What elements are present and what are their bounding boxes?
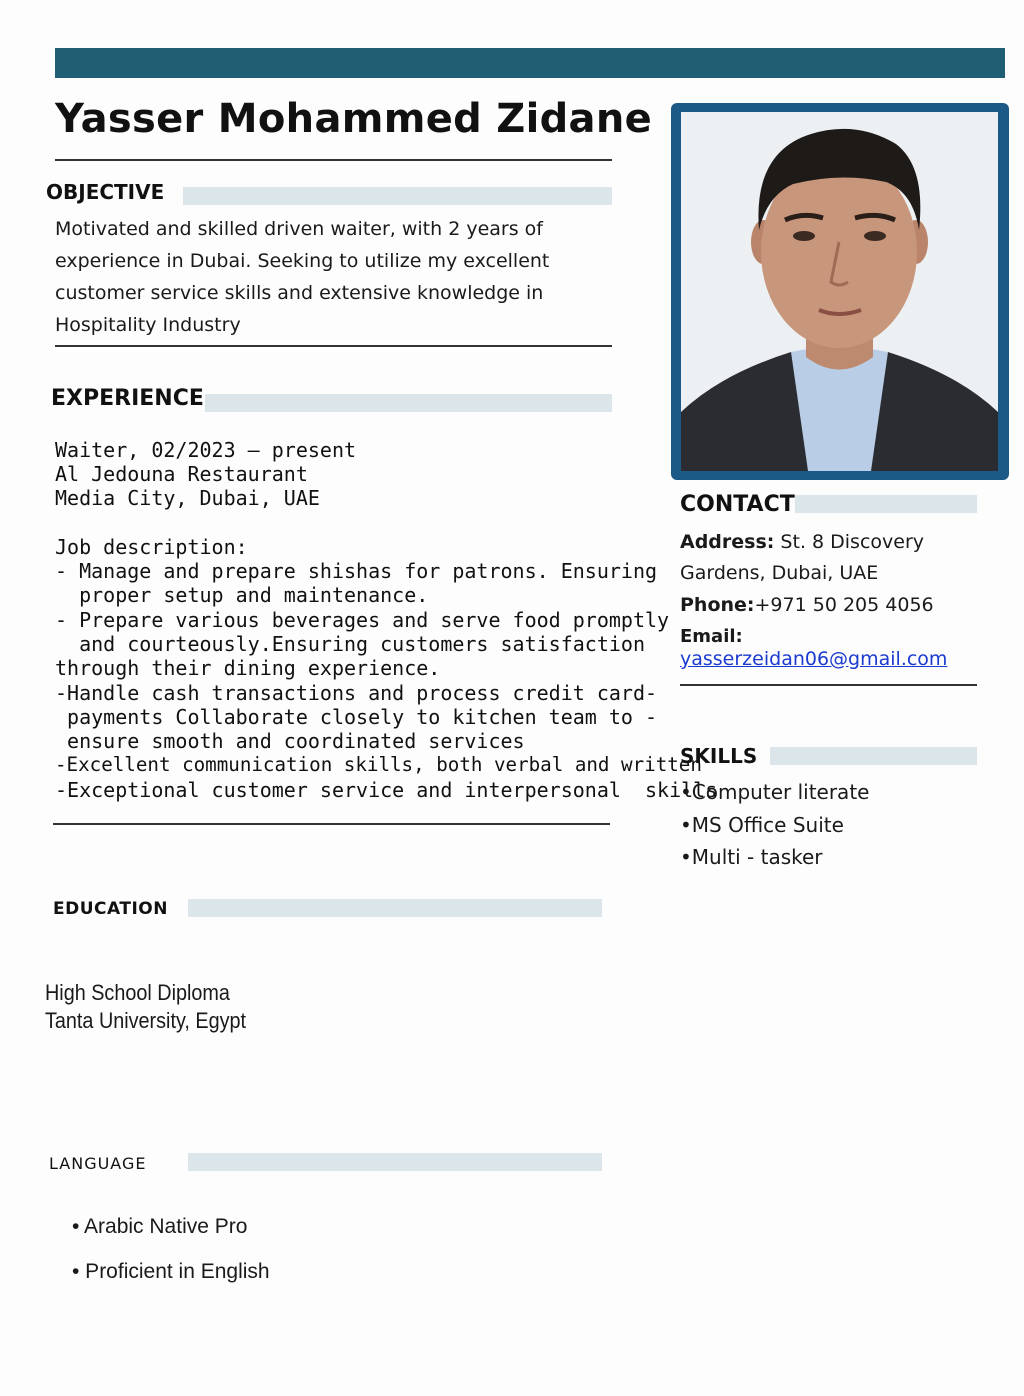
job-line: ensure smooth and coordinated services bbox=[55, 729, 525, 753]
address-line1: St. 8 Discovery bbox=[774, 531, 925, 553]
language-heading: LANGUAGE bbox=[49, 1154, 147, 1173]
objective-heading: OBJECTIVE bbox=[46, 180, 165, 204]
contact-heading: CONTACT bbox=[680, 492, 795, 517]
job-line: -Handle cash transactions and process credit card- bbox=[55, 681, 658, 705]
section-bar bbox=[188, 1153, 602, 1171]
language-item: • Arabic Native Pro bbox=[72, 1215, 248, 1238]
skill-item: •MS Office Suite bbox=[680, 813, 844, 837]
job-line: and courteously.Ensuring customers satisfaction bbox=[55, 632, 646, 656]
job-line: -Exceptional customer service and interpersonal skills bbox=[55, 778, 718, 802]
experience-role: Waiter, 02/2023 – present bbox=[55, 438, 357, 462]
header-accent-bar bbox=[55, 48, 1005, 78]
objective-text: Motivated and skilled driven waiter, with 2 years of experience in Dubai. Seeking to utilize my excellent customer service skills and extensive knowledge in Hospitality Industry bbox=[55, 218, 550, 336]
section-bar bbox=[188, 899, 602, 917]
profile-photo-frame bbox=[671, 103, 1009, 480]
contact-phone bbox=[680, 594, 934, 616]
job-line: payments Collaborate closely to kitchen team to - bbox=[55, 705, 658, 729]
section-bar bbox=[205, 394, 612, 412]
education-heading: EDUCATION bbox=[53, 899, 168, 919]
divider bbox=[55, 159, 612, 161]
job-line: proper setup and maintenance. bbox=[55, 583, 429, 607]
phone-value: +971 50 205 4056 bbox=[754, 594, 934, 616]
experience-heading: EXPERIENCE bbox=[51, 386, 204, 411]
profile-photo bbox=[681, 112, 998, 471]
experience-company: Al Jedouna Restaurant bbox=[55, 462, 308, 486]
section-bar bbox=[770, 747, 977, 765]
address-label: Address: bbox=[680, 531, 775, 553]
education-degree: High School Diploma bbox=[45, 980, 230, 1005]
divider bbox=[53, 823, 610, 825]
experience-location: Media City, Dubai, UAE bbox=[55, 486, 320, 510]
address-line2: Gardens, Dubai, UAE bbox=[680, 562, 879, 584]
divider bbox=[55, 345, 612, 347]
skill-item: •Multi - tasker bbox=[680, 845, 823, 869]
education-school: Tanta University, Egypt bbox=[45, 1008, 247, 1033]
skills-heading: SKILLS bbox=[680, 744, 758, 768]
section-bar bbox=[183, 187, 612, 205]
job-line: -Excellent communication skills, both verbal and written bbox=[55, 753, 702, 776]
job-line: through their dining experience. bbox=[55, 656, 441, 680]
skill-item: •Computer literate bbox=[680, 780, 870, 804]
job-line: - Prepare various beverages and serve food promptly bbox=[55, 608, 670, 632]
section-bar bbox=[795, 495, 977, 513]
email-label: Email: bbox=[680, 626, 743, 647]
language-item: • Proficient in English bbox=[72, 1260, 270, 1283]
email-link[interactable]: yasserzeidan06@gmail.com bbox=[680, 648, 948, 670]
job-line: - Manage and prepare shishas for patrons. Ensuring bbox=[55, 559, 658, 583]
phone-label: Phone: bbox=[680, 594, 755, 616]
candidate-name: Yasser Mohammed Zidane bbox=[55, 96, 653, 142]
divider bbox=[680, 684, 977, 686]
job-description-label: Job description: bbox=[55, 535, 248, 559]
contact-address bbox=[680, 531, 924, 553]
